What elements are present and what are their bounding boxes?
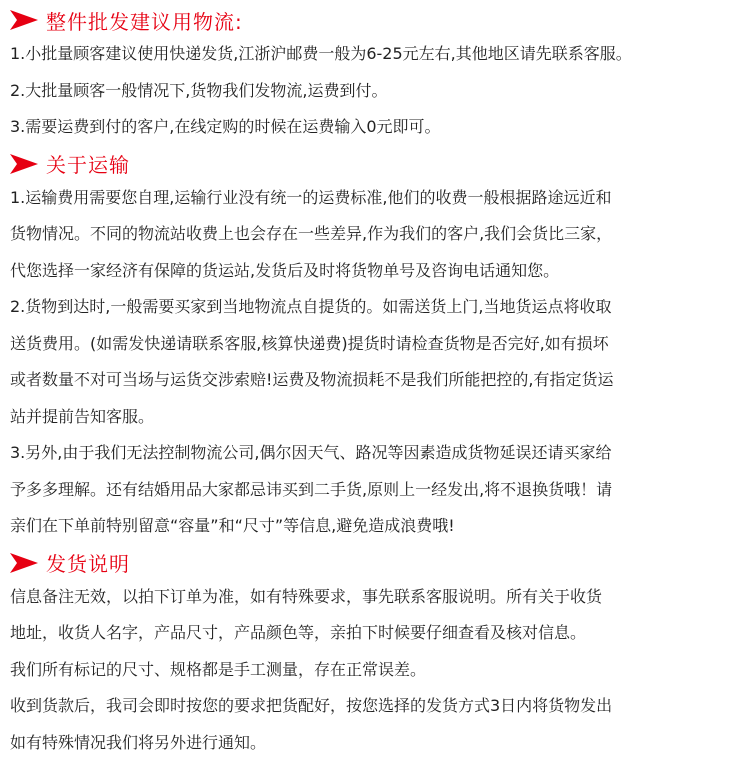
- red-arrow-icon: [10, 8, 38, 32]
- paragraph-line: 1.小批量顾客建议使用快递发货,江浙沪邮费一般为6-25元左右,其他地区请先联系客服。: [10, 44, 632, 63]
- section-title-bulk-wholesale: [10, 4, 750, 36]
- paragraph-line: 2.货物到达时,一般需要买家到当地物流点自提货的。如需送货上门,当地货运点将收取: [10, 297, 612, 316]
- section-title-text: 发货说明: [46, 552, 130, 576]
- paragraph-line: 货物情况。不同的物流站收费上也会存在一些差异,作为我们的客户,我们会货比三家，: [10, 224, 613, 243]
- red-arrow-icon: [10, 152, 38, 176]
- paragraph-line: 代您选择一家经济有保障的货运站,发货后及时将货物单号及咨询电话通知您。: [10, 260, 560, 280]
- paragraph-line: 收到货款后，我司会即时按您的要求把货配好，按您选择的发货方式3日内将货物发出: [10, 696, 613, 715]
- section-title-transport: [10, 148, 750, 180]
- paragraph-line: 送货费用。(如需发快递请联系客服,核算快递费)提货时请检查货物是否完好,如有损坏: [10, 333, 609, 353]
- paragraph-line: 信息备注无效，以拍下订单为准，如有特殊要求，事先联系客服说明。所有关于收货: [10, 586, 603, 606]
- paragraph-line: 如有特殊情况我们将另外进行通知。: [10, 732, 267, 752]
- section-transport: [10, 148, 750, 545]
- paragraph-line: 予多多理解。还有结婚用品大家都忌讳买到二手货,原则上一经发出,将不退换货哦！请: [10, 479, 613, 499]
- paragraph-line: 或者数量不对可当场与运货交涉索赔!运费及物流损耗不是我们所能把控的,有指定货运: [10, 370, 614, 389]
- paragraph-line: 亲们在下单前特别留意“容量”和“尺寸”等信息,避免造成浪费哦!: [10, 516, 455, 535]
- section-title-shipping-notes: [10, 547, 750, 579]
- red-arrow-icon: [10, 551, 38, 575]
- paragraph-line: 我们所有标记的尺寸、规格都是手工测量，存在正常误差。: [10, 659, 427, 679]
- section-shipping-notes: [10, 547, 750, 762]
- paragraph-line: 2.大批量顾客一般情况下,货物我们发物流,运费到付。: [10, 80, 388, 100]
- paragraph-line: 地址，收货人名字，产品尺寸，产品颜色等，亲拍下时候要仔细查看及核对信息。: [10, 623, 587, 642]
- paragraph-line: 3.另外,由于我们无法控制物流公司,偶尔因天气、路况等因素造成货物延误还请买家给: [10, 443, 612, 462]
- section-bulk-wholesale: [10, 4, 750, 146]
- paragraph-line: 3.需要运费到付的客户,在线定购的时候在运费输入0元即可。: [10, 117, 441, 136]
- section-title-text: 关于运输: [46, 153, 130, 177]
- paragraph-line: 站并提前告知客服。: [10, 406, 155, 426]
- section-title-text: 整件批发建议用物流:: [46, 9, 243, 34]
- paragraph-line: 1.运输费用需要您自理,运输行业没有统一的运费标准,他们的收费一般根据路途远近和: [10, 187, 612, 207]
